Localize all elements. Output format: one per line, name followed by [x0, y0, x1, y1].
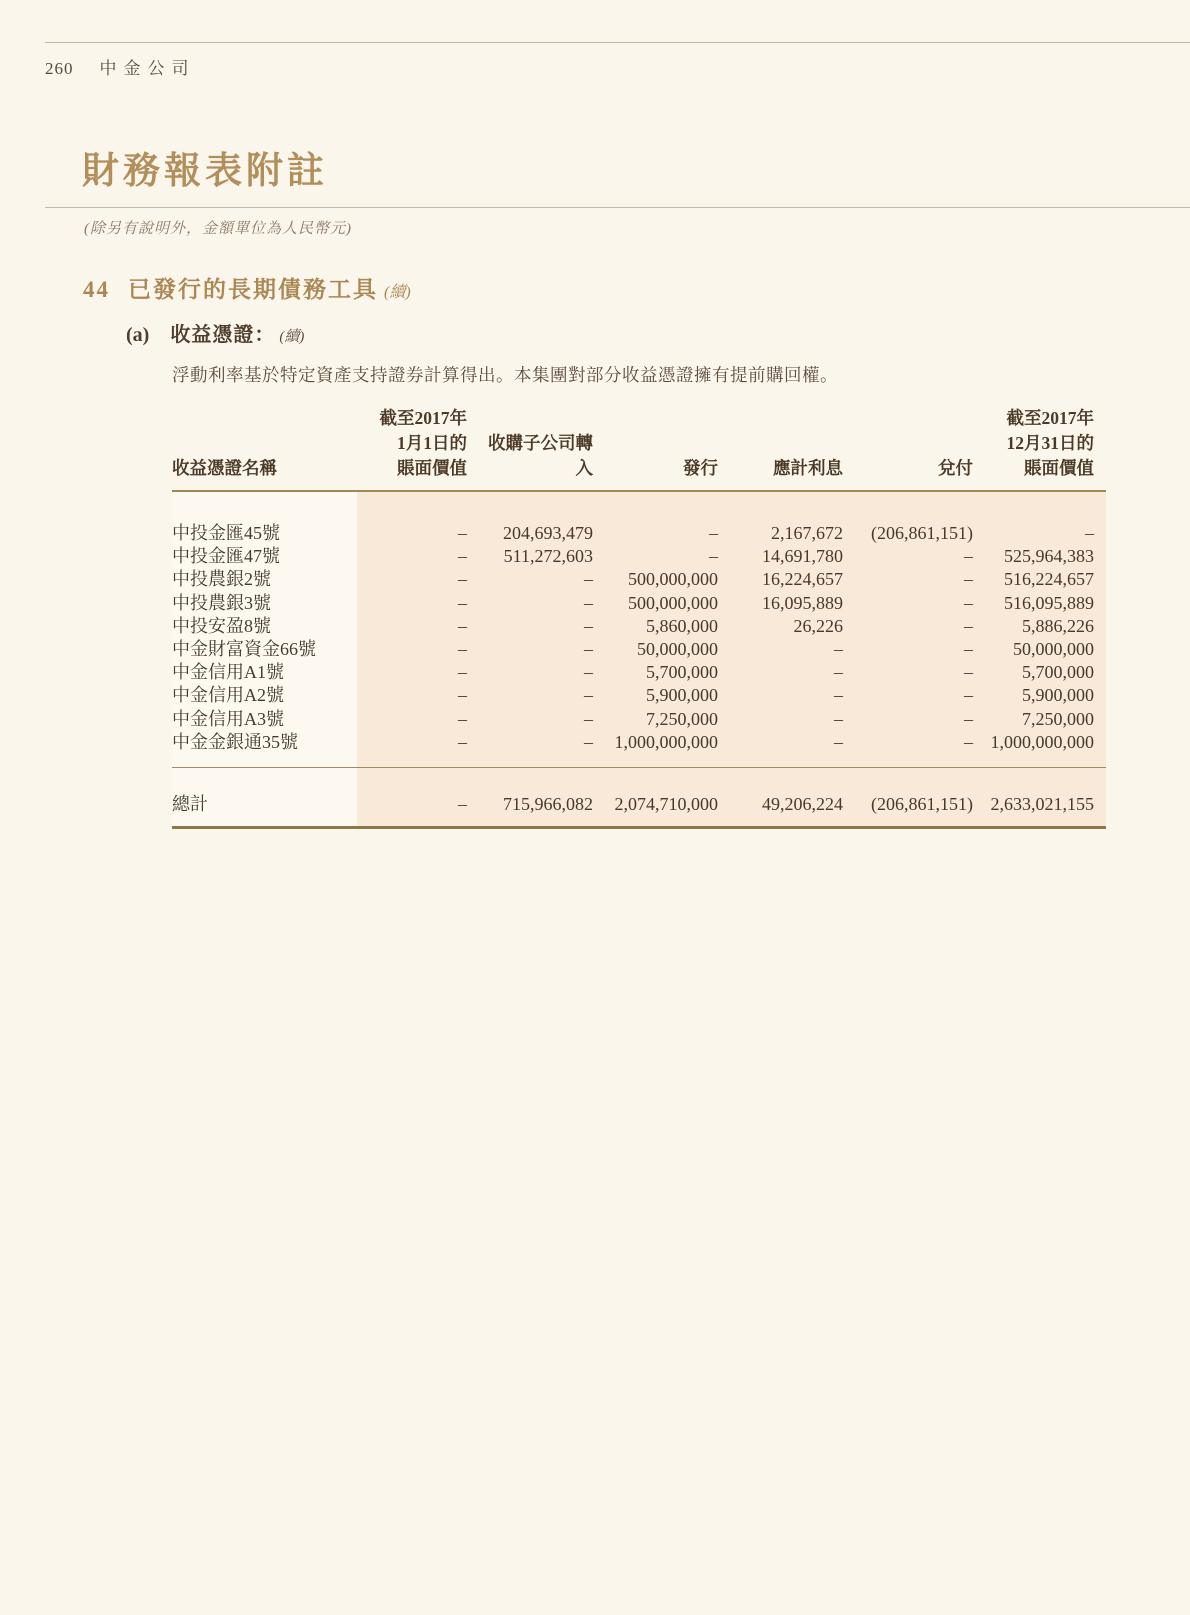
value-cell: 5,700,000: [646, 662, 718, 683]
value-cell: –: [834, 662, 843, 683]
row-name-cell: 中金信用A3號: [172, 708, 284, 729]
total-value-cell: 2,074,710,000: [614, 794, 718, 815]
total-value-cell: 2,633,021,155: [990, 794, 1094, 815]
value-cell: –: [584, 592, 593, 613]
value-cell: –: [964, 708, 973, 729]
row-name-cell: 中金信用A1號: [172, 662, 284, 683]
table-row: [172, 661, 1106, 684]
value-cell: –: [458, 708, 467, 729]
value-cell: 50,000,000: [1013, 639, 1094, 660]
value-cell: –: [964, 685, 973, 706]
value-cell: –: [458, 615, 467, 636]
table-total-section: [172, 768, 1106, 829]
table-row: [172, 615, 1106, 638]
value-cell: –: [584, 685, 593, 706]
total-value-cell: 49,206,224: [762, 794, 843, 815]
col-header-line: 1月1日的: [397, 433, 467, 453]
company-name: 中金公司: [99, 59, 196, 78]
table-row: [172, 731, 1106, 754]
value-cell: 5,900,000: [1022, 685, 1094, 706]
table-row: [172, 708, 1106, 731]
row-name-cell: 中投金匯45號: [172, 523, 280, 543]
value-cell: –: [709, 523, 718, 543]
total-row: [172, 793, 1106, 816]
table-row: [172, 545, 1106, 568]
value-cell: –: [584, 662, 593, 683]
value-cell: 5,886,226: [1022, 615, 1094, 636]
value-cell: –: [584, 708, 593, 729]
title-rule: [45, 207, 1190, 208]
table-row: [172, 684, 1106, 707]
value-cell: 16,095,889: [762, 592, 843, 613]
value-cell: –: [458, 662, 467, 683]
currency-unit-note: (除另有說明外，金額單位為人民幣元): [84, 221, 352, 237]
value-cell: 204,693,479: [503, 523, 593, 543]
header-rule: [45, 42, 1190, 43]
value-cell: 16,224,657: [762, 569, 843, 590]
subsection-title: 收益憑證：: [170, 324, 276, 346]
row-name-cell: 中投農銀3號: [172, 592, 271, 613]
value-cell: –: [458, 731, 467, 752]
value-cell: 516,224,657: [1004, 569, 1094, 590]
value-cell: 7,250,000: [1022, 708, 1094, 729]
value-cell: –: [834, 685, 843, 706]
col-header-name: 收益憑證名稱: [172, 458, 277, 478]
table-row: [172, 638, 1106, 661]
value-cell: –: [834, 731, 843, 752]
income-certificates-table: [172, 406, 1106, 829]
row-name-cell: 中投農銀2號: [172, 569, 271, 590]
page-header: [45, 54, 196, 79]
table-body: [172, 492, 1106, 768]
value-cell: –: [584, 615, 593, 636]
value-cell: 5,700,000: [1022, 662, 1094, 683]
col-header-line: 截至2017年: [1006, 408, 1094, 428]
col-header-redemption: 兌付: [938, 458, 973, 478]
total-value-cell: –: [458, 794, 467, 815]
subsection-label: (a): [126, 324, 150, 346]
value-cell: 1,000,000,000: [614, 731, 718, 752]
body-paragraph: 浮動利率基於特定資產支持證券計算得出。本集團對部分收益憑證擁有提前購回權。: [172, 365, 838, 385]
value-cell: 516,095,889: [1004, 592, 1094, 613]
section-title: 已發行的長期債務工具: [128, 277, 378, 302]
col-header-accrued-interest: 應計利息: [773, 458, 843, 478]
value-cell: –: [584, 569, 593, 590]
value-cell: –: [834, 639, 843, 660]
table-row: [172, 592, 1106, 615]
subsection-continued-marker: (續): [279, 329, 305, 345]
section-continued-marker: (續): [384, 284, 411, 301]
value-cell: 50,000,000: [637, 639, 718, 660]
row-name-cell: 中投金匯47號: [172, 546, 280, 567]
value-cell: (206,861,151): [871, 523, 973, 543]
table-header-row: [172, 406, 1106, 492]
row-name-cell: 中金財富資金66號: [172, 639, 316, 660]
col-header-opening-carrying-value: [357, 406, 472, 481]
row-name-cell: 中金金銀通35號: [172, 731, 298, 752]
value-cell: 5,860,000: [646, 615, 718, 636]
table-body-rows: [172, 522, 1106, 754]
value-cell: –: [1085, 523, 1094, 543]
value-cell: 26,226: [793, 615, 843, 636]
value-cell: –: [964, 546, 973, 567]
section-heading: [83, 271, 411, 304]
col-header-line: 賬面價值: [1024, 458, 1094, 478]
value-cell: 500,000,000: [628, 592, 718, 613]
row-name-cell: 中金信用A2號: [172, 685, 284, 706]
section-number: 44: [83, 277, 110, 302]
value-cell: 525,964,383: [1004, 546, 1094, 567]
page-title: 財務報表附註: [82, 151, 328, 192]
value-cell: –: [458, 639, 467, 660]
row-name-cell: 中投安盈8號: [172, 615, 271, 636]
value-cell: –: [964, 615, 973, 636]
value-cell: –: [709, 546, 718, 567]
value-cell: –: [584, 639, 593, 660]
value-cell: –: [964, 662, 973, 683]
table-row: [172, 522, 1106, 545]
col-header-transfer-from-acquired-subsidiary: 收購子公司轉入: [488, 433, 593, 478]
value-cell: –: [964, 731, 973, 752]
col-header-line: 賬面價值: [397, 458, 467, 478]
value-cell: –: [584, 731, 593, 752]
value-cell: 14,691,780: [762, 546, 843, 567]
col-header-closing-carrying-value: [978, 406, 1106, 481]
value-cell: –: [834, 708, 843, 729]
table-row: [172, 568, 1106, 591]
value-cell: 511,272,603: [503, 546, 593, 567]
value-cell: –: [458, 523, 467, 543]
value-cell: –: [458, 685, 467, 706]
value-cell: –: [458, 569, 467, 590]
page-number: 260: [45, 59, 74, 78]
total-value-cell: 715,966,082: [503, 794, 593, 815]
col-header-line: 截至2017年: [379, 408, 467, 428]
value-cell: 1,000,000,000: [990, 731, 1094, 752]
value-cell: –: [964, 592, 973, 613]
value-cell: 7,250,000: [646, 708, 718, 729]
value-cell: –: [964, 569, 973, 590]
col-header-line: 12月31日的: [1006, 433, 1094, 453]
subsection-heading: [126, 318, 304, 347]
col-header-issuance: 發行: [683, 458, 718, 478]
value-cell: –: [458, 592, 467, 613]
value-cell: –: [458, 546, 467, 567]
value-cell: –: [964, 639, 973, 660]
value-cell: 500,000,000: [628, 569, 718, 590]
value-cell: 5,900,000: [646, 685, 718, 706]
total-value-cell: (206,861,151): [871, 794, 973, 815]
total-label: 總計: [172, 794, 208, 815]
value-cell: 2,167,672: [771, 523, 843, 543]
